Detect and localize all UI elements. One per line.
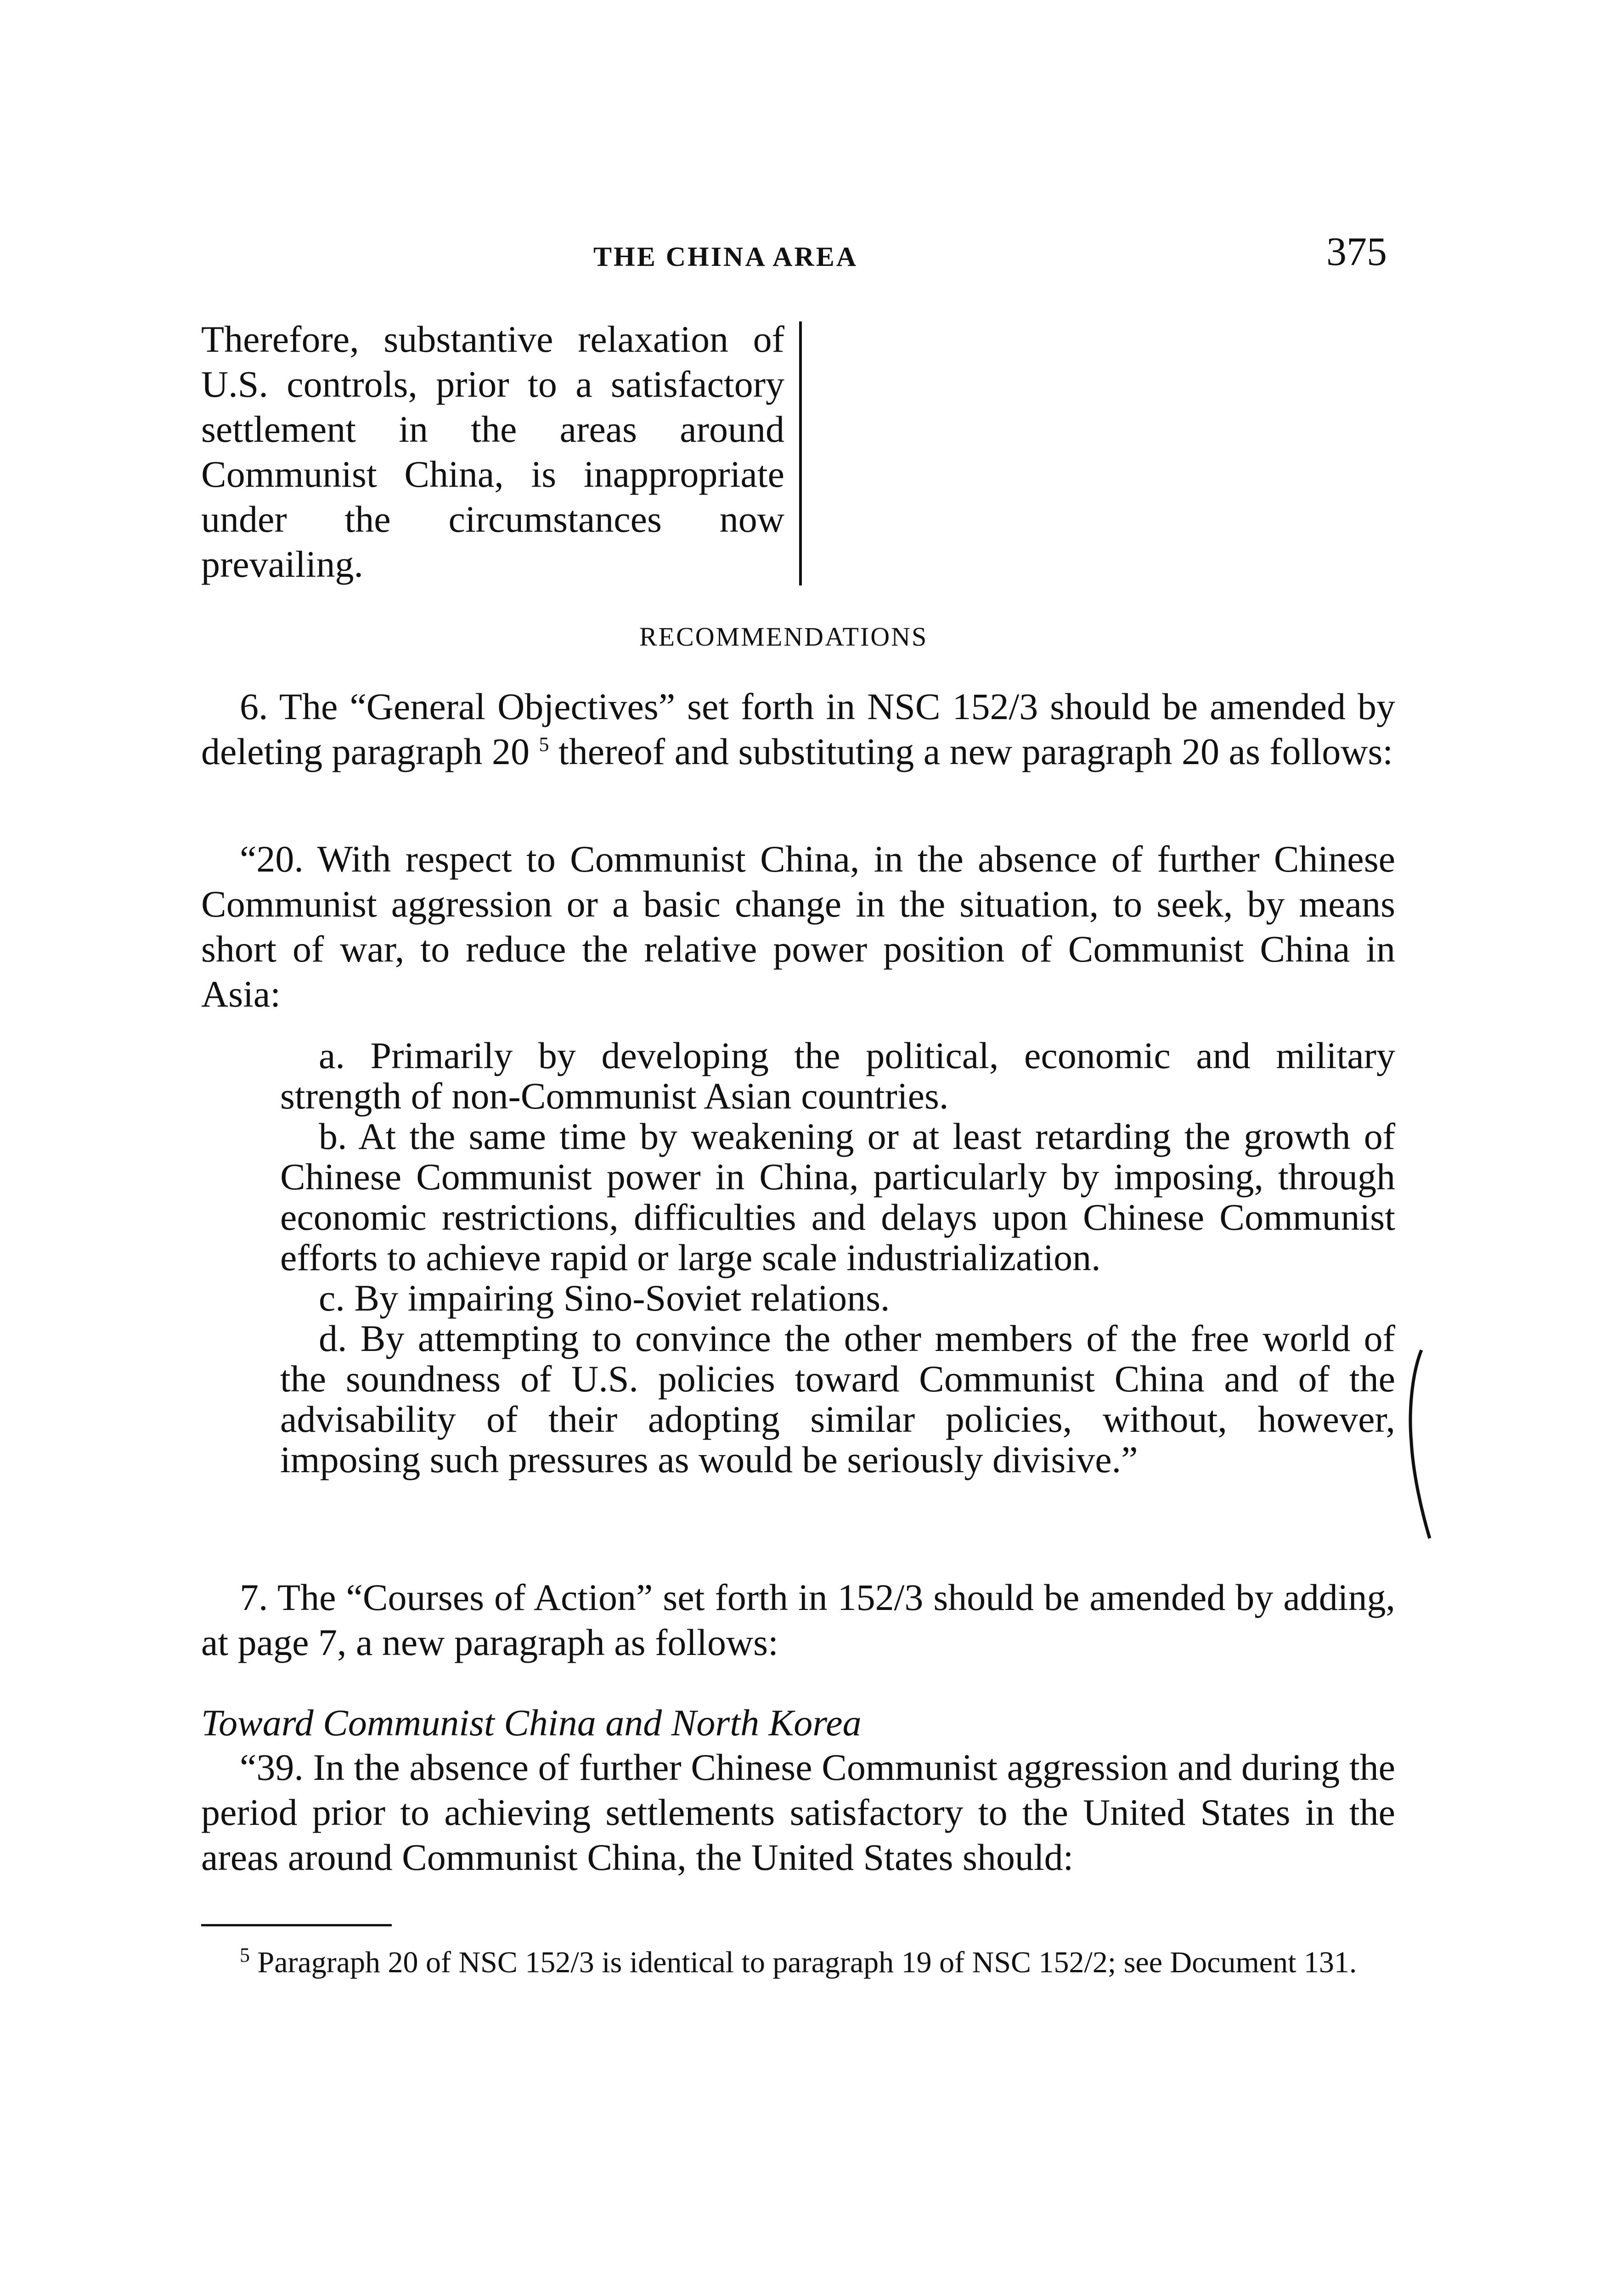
subparagraph-d: d. By attempting to convince the other members of the free world of the soundness of U.S. policies toward Communist China and of the advisability of their adopting similar policies, without, however, imposing such pressures as would be seriously divisive.” (280, 1317, 1395, 1480)
paragraph-7 (201, 1575, 1395, 1665)
subparagraph-a: a. Primarily by developing the political, economic and military strength of non-Communist Asian countries. (280, 1035, 1395, 1117)
margin-bracket-mark (1403, 1345, 1449, 1543)
footnote-text (201, 1945, 1395, 1981)
paragraph-6 (201, 684, 1395, 774)
subparagraph-b: b. At the same time by weakening or at least retarding the growth of Chinese Communist power in China, particularly by imposing, through economic restrictions, difficulties and delays upon Chinese Communist efforts to achieve rapid or large scale industrialization. (280, 1115, 1395, 1278)
lead-paragraph-text: Therefore, substantive relaxation of U.S. controls, prior to a satisfactory settlement in the areas around Communist China, is inappropriate under the circumstances now prevailing. (201, 318, 784, 585)
lead-paragraph (201, 317, 784, 587)
paragraph-6-after: thereof and substituting a new paragraph 20 as follows: (549, 731, 1393, 772)
footnote-mark: 5 (240, 1944, 250, 1966)
footnote-divider (201, 1924, 392, 1926)
section-heading: RECOMMENDATIONS (639, 622, 928, 652)
running-head: THE CHINA AREA (593, 242, 858, 272)
subparagraph-list (280, 1035, 1395, 1480)
paragraph-39-text: “39. In the absence of further Chinese Communist aggression and during the period prior to achieving settlements satisfactory to the United States in the areas around Communist China, the United States should: (201, 1746, 1395, 1878)
footnote-body: Paragraph 20 of NSC 152/3 is identical to paragraph 19 of NSC 152/2; see Document 131. (250, 1946, 1357, 1979)
page-number: 375 (1326, 230, 1387, 274)
paragraph-6-text (201, 684, 1395, 774)
paragraph-7-text: 7. The “Courses of Action” set forth in 152/3 should be amended by adding, at page 7, a new paragraph as follows: (201, 1576, 1395, 1663)
paragraph-39 (201, 1745, 1395, 1880)
margin-rule (799, 321, 802, 585)
paragraph-20-intro-text: “20. With respect to Communist China, in the absence of further Chinese Communist aggression or a basic change in the situation, to seek, by means short of war, to reduce the relative power position of Communist China in Asia: (201, 838, 1395, 1015)
footnote (201, 1945, 1395, 1981)
footnote-reference: 5 (539, 733, 549, 756)
paragraph-6-before: 6. The “General Objectives” set forth in NSC 152/3 should be amended by deleting paragraph 20 (201, 686, 1395, 772)
subparagraph-c: c. By impairing Sino-Soviet relations. (319, 1277, 890, 1319)
paragraph-20-intro (201, 837, 1395, 1017)
subheading: Toward Communist China and North Korea (201, 1702, 862, 1744)
